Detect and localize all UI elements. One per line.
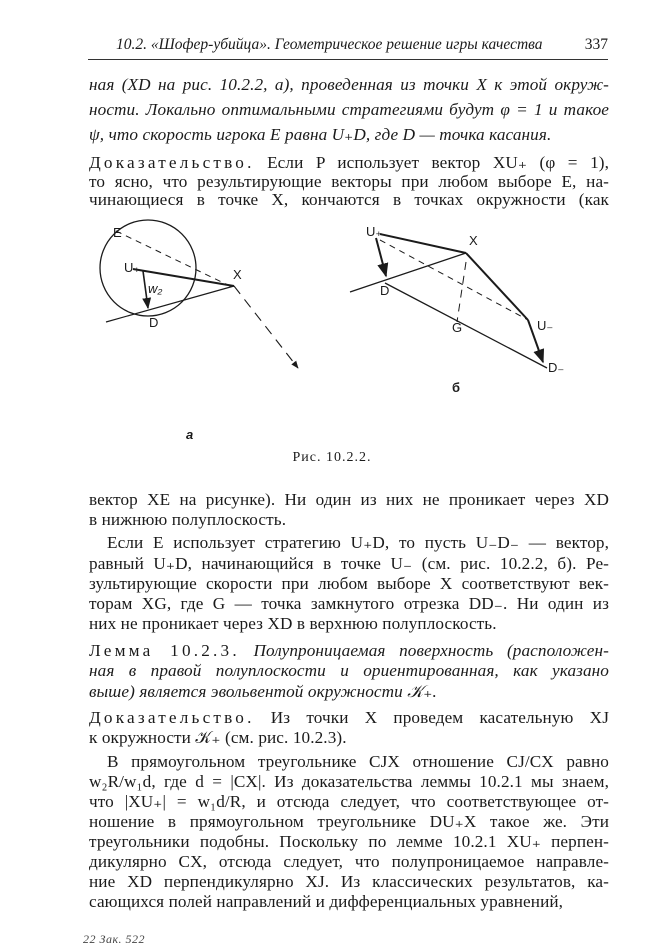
lemma-line	[89, 640, 609, 662]
text-line: В прямоугольном треугольнике CJX отношение CJ/CX равно	[107, 752, 609, 771]
text-line: w₂R/w₁d, где d = |CX|. Из доказательства леммы 10.2.1 мы знаем,	[89, 772, 609, 791]
text-line: чинающиеся в точке X, кончаются в точках окружности (как	[89, 190, 609, 209]
label-g: G	[452, 320, 463, 335]
panel-b-diagram	[350, 234, 547, 368]
text-line: что |XU₊| = w₁d/R, и отсюда следует, что соответствующее от-	[89, 792, 609, 811]
panel-b-label: б	[452, 380, 461, 395]
proof-text: Если P использует вектор XU₊ (φ = 1),	[267, 153, 609, 172]
segment-d-d-minus	[385, 283, 547, 368]
text-line: равный U₊D, начинающийся в точке U₋ (см. рис. 10.2.2, б). Ре-	[89, 554, 609, 573]
figure-10-2-2	[0, 0, 664, 470]
proof-text: Из точки X проведем касательную XJ	[270, 708, 609, 727]
label-x-b: X	[469, 233, 478, 248]
running-head: 10.2. «Шофер-убийца». Геометрическое решение игры качества	[116, 36, 543, 53]
dashed-x-g	[457, 262, 466, 322]
line-dx	[350, 253, 466, 292]
label-x: X	[233, 267, 242, 282]
text-line: дикулярно CX, отсюда следует, что полупроницаемое направле-	[89, 852, 609, 871]
text-line: выше) является эвольвентой окружности 𝒦₊.	[89, 682, 437, 701]
text-line: сающихся полей направлений и дифференциальных уравнений,	[89, 892, 564, 911]
label-d-b: D	[380, 283, 390, 298]
dashed-arrow	[234, 286, 298, 368]
dashed-xe-line	[116, 231, 232, 287]
text-line: ние XD перпендикулярно XJ. Из классических результатов, ка-	[89, 872, 609, 891]
text-line: к окружности 𝒦₊ (см. рис. 10.2.3).	[89, 728, 347, 747]
label-u-plus-b: U₊	[366, 224, 383, 239]
label-u-plus: U₊	[124, 260, 141, 275]
text-line: ная (XD на рис. 10.2.2, a), проведенная из точки X к этой окруж-	[89, 75, 609, 94]
label-e: E	[113, 225, 122, 240]
printer-signature: 22 Зак. 522	[83, 932, 146, 946]
text-line: торам XG, где G — точка замкнутого отрезка DD₋. Ни один из	[89, 594, 609, 613]
text-line: ψ, что скорость игрока E равна U₊D, где D — точка касания.	[89, 125, 552, 144]
dashed-u-plus-u-minus	[380, 240, 528, 320]
text-line: вектор XE на рисунке). Ни один из них не проникает через XD	[89, 490, 609, 509]
text-line: ная в правой полуплоскости и ориентированная, как указано	[89, 661, 609, 680]
lemma-label: Лемма 10.2.3.	[89, 641, 240, 660]
proof-label: Доказательство.	[89, 153, 255, 172]
proof-line	[89, 707, 609, 729]
label-u-minus: U₋	[537, 318, 554, 333]
label-d: D	[149, 315, 159, 330]
text-line: треугольники подобны. Поскольку по лемме 10.2.1 XU₊ перпен-	[89, 832, 609, 851]
text-line: ности. Локально оптимальными стратегиями будут φ = 1 и такое	[89, 100, 609, 119]
tangent-line-xd	[106, 286, 234, 322]
page-number: 337	[584, 36, 608, 53]
figure-caption: Рис. 10.2.2.	[292, 450, 372, 465]
text-line: Если E использует стратегию U₊D, то пусть U₋D₋ — вектор,	[107, 533, 609, 552]
text-line: них не проникает через XD в верхнюю полуплоскость.	[89, 614, 497, 633]
proof-label: Доказательство.	[89, 708, 255, 727]
vector-x-u-minus	[466, 253, 528, 320]
panel-a-label: a	[186, 427, 194, 442]
lemma-text: Полупроницаемая поверхность (расположен-	[253, 641, 609, 660]
text-line: зультирующие скорости при любом выборе X соответствуют век-	[89, 574, 609, 593]
text-line: ношение в прямоугольном треугольнике DU₊X такое же. Эти	[89, 812, 609, 831]
text-line: в нижнюю полуплоскость.	[89, 510, 287, 529]
vector-u-plus-d	[376, 238, 386, 276]
label-w2: w₂	[148, 281, 163, 296]
panel-a-diagram	[100, 220, 298, 368]
label-d-minus: D₋	[548, 360, 565, 375]
text-line: то ясно, что результирующие векторы при любом выборе E, на-	[89, 172, 609, 191]
vector-u-plus-x	[380, 234, 466, 253]
